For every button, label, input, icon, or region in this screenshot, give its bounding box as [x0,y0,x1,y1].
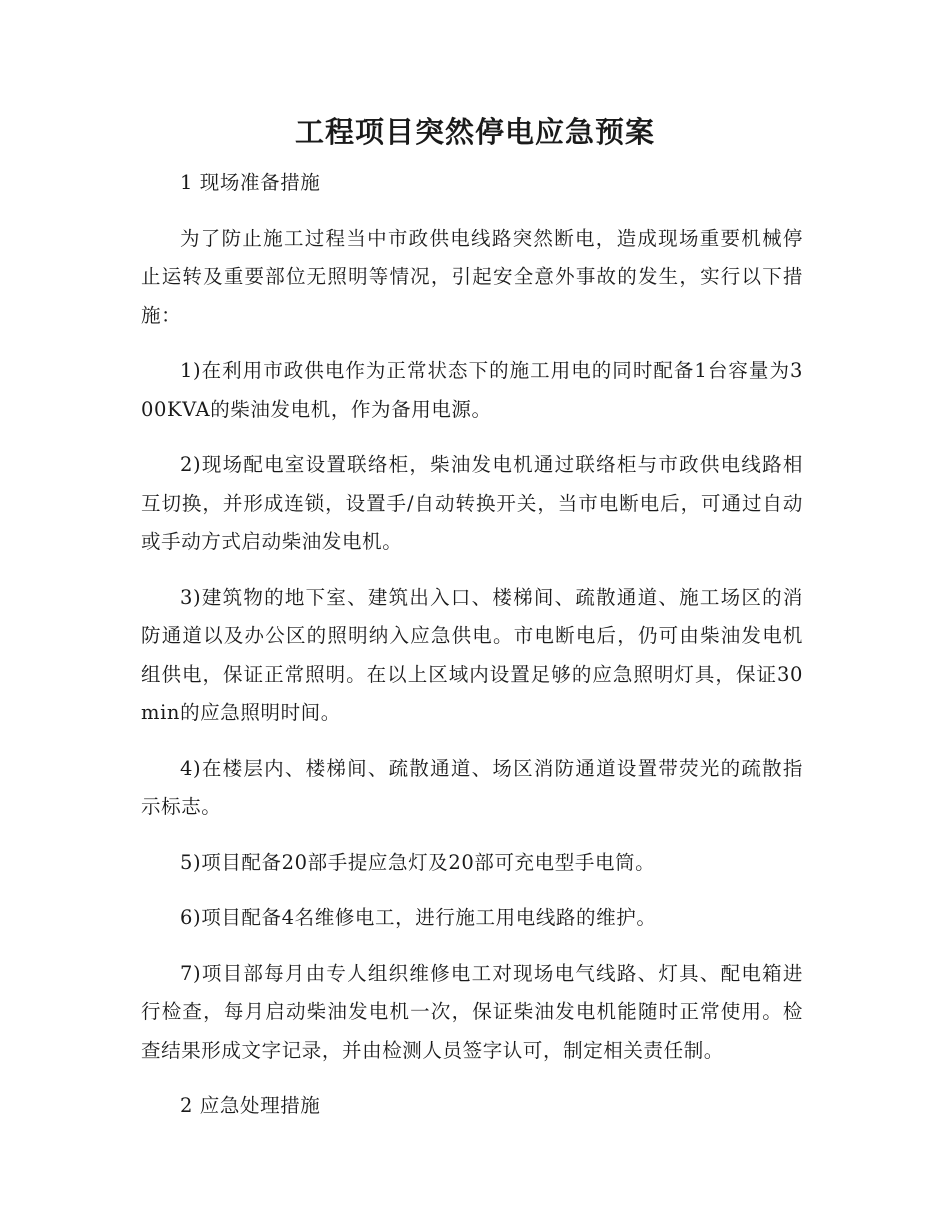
measure-item-5: 5)项目配备20部手提应急灯及20部可充电型手电筒。 [180,850,656,874]
document-title: 工程项目突然停电应急预案 [294,115,655,149]
document-body [141,164,803,1143]
measure-item-2: 2)现场配电室设置联络柜，柴油发电机通过联络柜与市政供电线路相互切换，并形成连锁，设置手/自动转换开关，当市电断电后，可通过自动或手动方式启动柴油发电机。 [141,453,803,553]
intro-paragraph: 为了防止施工过程当中市政供电线路突然断电，造成现场重要机械停止运转及重要部位无照明等情况，引起安全意外事故的发生，实行以下措施： [141,226,803,327]
section-heading-2: 2 应急处理措施 [180,1094,321,1117]
measure-item-1: 1)在利用市政供电作为正常状态下的施工用电的同时配备1台容量为300KVA的柴油发电机，作为备用电源。 [141,359,803,421]
measure-item-7: 7)项目部每月由专人组织维修电工对现场电气线路、灯具、配电箱进行检查，每月启动柴油发电机一次，保证柴油发电机能随时正常使用。检查结果形成文字记录，并由检测人员签字认可，制定相关责任制。 [141,961,803,1062]
measure-item-4: 4)在楼层内、楼梯间、疏散通道、场区消防通道设置带荧光的疏散指示标志。 [141,756,803,818]
section-heading-1: 1 现场准备措施 [180,171,321,194]
measure-item-6: 6)项目配备4名维修电工，进行施工用电线路的维护。 [180,906,657,929]
measure-item-3: 3)建筑物的地下室、建筑出入口、楼梯间、疏散通道、施工场区的消防通道以及办公区的照明纳入应急供电。市电断电后，仍可由柴油发电机组供电，保证正常照明。在以上区域内设置足够的应急照明灯具，保证30min的应急照明时间。 [141,585,803,724]
